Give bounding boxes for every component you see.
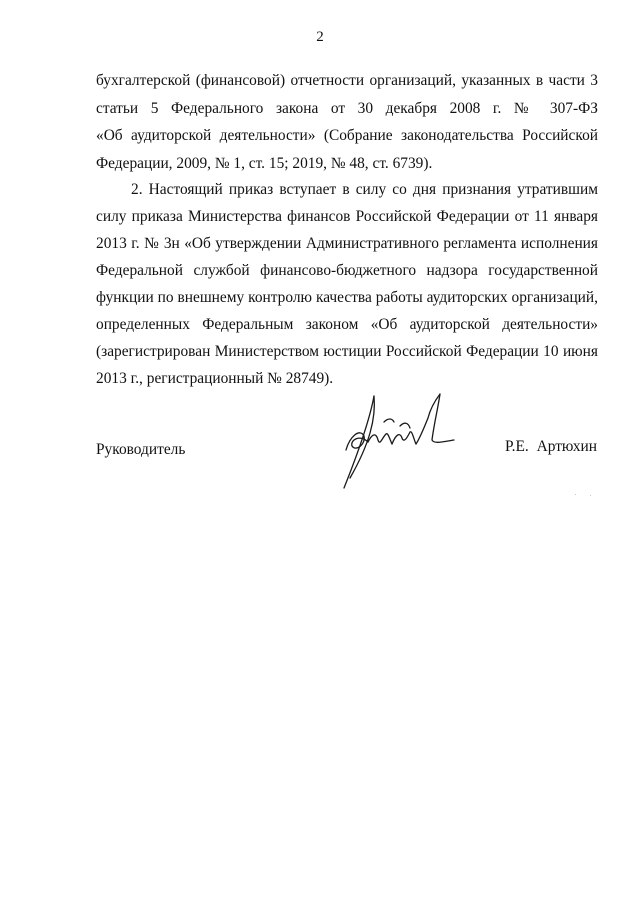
page-number: 2 — [316, 29, 324, 45]
paragraph-2-line-2: силу приказа Министерства финансов Российской Федерации от 11 января — [96, 208, 598, 225]
paragraph-2-line-8: 2013 г., регистрационный № 28749). — [96, 370, 334, 387]
paragraph-1-line-2: статьи 5 Федерального закона от 30 декабря 2008 г. № 307-ФЗ — [96, 100, 598, 117]
paragraph-2-line-4: Федеральной службой финансово-бюджетного надзора государственной — [96, 262, 598, 279]
paragraph-1-line-4: Федерации, 2009, № 1, ст. 15; 2019, № 48, ст. 6739). — [96, 155, 433, 172]
paragraph-2-line-3: 2013 г. № 3н «Об утверждении Административного регламента исполнения — [96, 235, 598, 252]
paragraph-2-line-5: функции по внешнему контролю качества работы аудиторских организаций, — [96, 289, 598, 306]
paragraph-2-line-1: 2. Настоящий приказ вступает в силу со дня признания утратившим — [131, 181, 598, 198]
signature-icon — [330, 388, 460, 498]
signatory-role: Руководитель — [96, 441, 186, 458]
signer-name: Р.Е. Артюхин — [505, 438, 597, 455]
paragraph-1-line-3: «Об аудиторской деятельности» (Собрание законодательства Российской — [96, 127, 598, 144]
scan-speck — [590, 495, 591, 496]
paragraph-2-line-6: определенных Федеральным законом «Об аудиторской деятельности» — [96, 316, 598, 333]
scan-speck — [575, 494, 576, 495]
paragraph-2-line-7: (зарегистрирован Министерством юстиции Российской Федерации 10 июня — [96, 343, 598, 360]
paragraph-1-line-1: бухгалтерской (финансовой) отчетности организаций, указанных в части 3 — [96, 72, 598, 89]
